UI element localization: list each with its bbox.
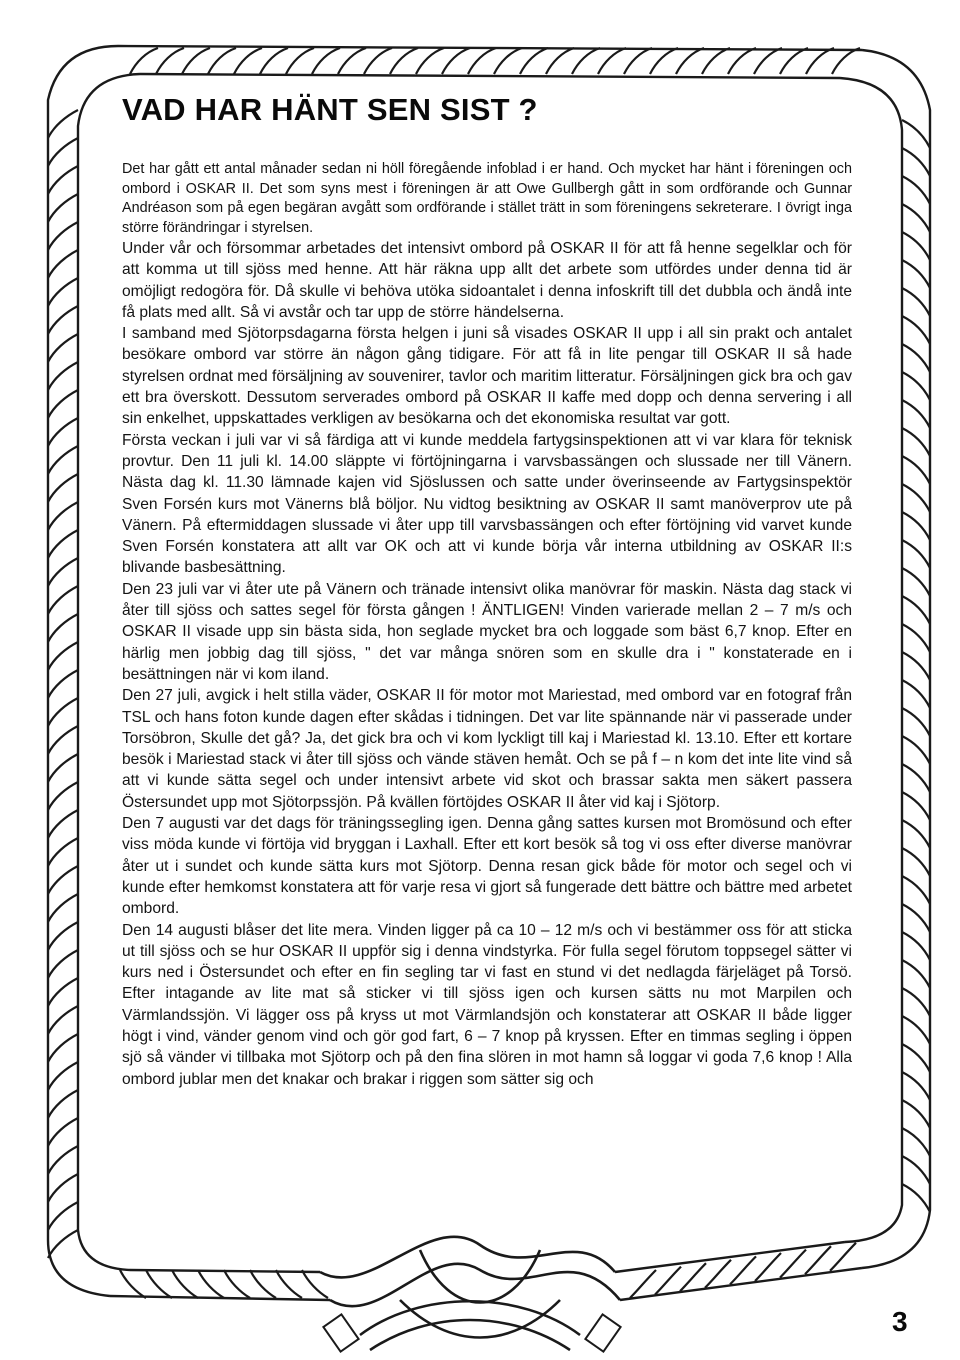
paragraph-2: Under vår och försommar arbetades det intensivt ombord på OSKAR II för att få henne segelklar och för att komma ut till sjöss med henne. Att här räkna upp allt det arbete som utfördes under denna tid är omöjligt redogöra för. Då skulle vi behöva utöka sidoantalet i denna infoskrift till det dubbla och ändå inte få plats med allt. Så vi avstår och tar upp de större händelserna. bbox=[122, 240, 852, 321]
paragraph-1: Det har gått ett antal månader sedan ni höll föregående infoblad i er hand. Och mycket har hänt i föreningen och ombord i OSKAR II. Det som syns mest i föreningen är att Owe Gullbergh gått in som ordförande och Gunnar Andréason som på egen begäran avgått som ordförande i stället trätt in som föreningens sekreterare. I övrigt inga större förändringar i styrelsen. bbox=[122, 161, 852, 236]
rope-knot-icon bbox=[320, 1237, 620, 1350]
paragraph-6: Den 27 juli, avgick i helt stilla väder, OSKAR II för motor mot Mariestad, med ombord var en fotograf från TSL och hans foton kunde dagen efter skådas i tidningen. Det var lite spännande när vi passerade under Torsöbron, Skulle det gå? Ja, det gick bra och vi kom lyckligt till kaj i Mariestad kl. 13.10. Efter ett kortare besök i Mariestad stack vi åter till sjöss och vände stäven hemåt. Och se på f – n kom det inte lite vind så att vi kunde sätta segel och under intensivt arbete vid skot och brassar sakta men säkert passera Östersundet upp mot Sjötorpssjön. På kvällen förtöjdes OSKAR II åter vid kaj i Sjötorp. bbox=[122, 687, 852, 811]
paragraph-3: I samband med Sjötorpsdagarna första helgen i juni så visades OSKAR II upp i all sin prakt och antalet besökare ombord var större än någon gång tidigare. För att få in lite pengar till OSKAR II så hade styrelsen ordnat med försäljning av souvenirer, tavlor och maritim litteratur. Försäljningen gick bra och gav ett bra överskott. Dessutom serverades ombord på OSKAR II kaffe med dopp och denna servering i all sin enkelhet, uppskattades verkligen av besökarna och det ekonomiska resultat var gott. bbox=[122, 325, 852, 428]
article-body bbox=[122, 160, 852, 1090]
paragraph-8: Den 14 augusti blåser det lite mera. Vinden ligger på ca 10 – 12 m/s och vi bestämmer oss för att sticka ut till sjöss och se hur OSKAR II uppför sig i denna vindstyrka. För fulla segel förutom toppsegel sätter vi kurs ned i Östersundet och efter en fin segling tar vi fast en stund vi det nedlagda färjeläget på Torsö. Efter intagande av lite mat så sticker vi till sjöss igen och kursen sätts nu mot Marpilen och Värmlandssjön. Vi lägger oss på kryss ut mot Värmlandsjön och konstaterar att OSKAR II både ligger högt i vind, vänder genom vind och gör god fart, 6 – 7 knop på kryssen. Efter en timmas segling i öppen sjö så vänder vi tillbaka mot Sjötorp och på den fina slören in mot hamn så loggar vi goda 7,6 knop ! Alla ombord jublar men det knakar och brakar i riggen som sätter sig och bbox=[122, 921, 852, 1088]
paragraph-7: Den 7 augusti var det dags för träningssegling igen. Denna gång sattes kursen mot Bromösund och efter viss möda kunde vi förtöja vid bryggan i Laxhall. Efter ett kort besök så tog vi oss efter diverse manövrar åter ut i sundet och kunde sätta kurs mot Sjötorp. Denna resan gick både för motor och segel och vi kunde efter hemkomst konstatera att för varje resa vi gjort så fungerade dett bättre och bättre med arbetet ombord. bbox=[122, 815, 852, 918]
article bbox=[122, 90, 852, 1090]
paragraph-4: Första veckan i juli var vi så färdiga att vi kunde meddela fartygsinspektionen att vi var klara för teknisk provtur. Den 11 juli kl. 14.00 släppte vi förtöjningarna i varvsbassängen och slussade ner till Vänern. Nästa dag kl. 11.30 lämnade kajen vid Sjöslussen och satte under överinseende av Fartygsinspektör Sven Forsén kurs mot Vänerns blå böljor. Nu vidtog besiktning av OSKAR II samt manöverprov ute på Vänern. På eftermiddagen slussade vi åter upp till varvsbassängen och efter förtöjning vid varvet kunde Sven Forsén konstatera att allt var OK och att vi kunde börja vår interna utbildning av OSKAR II:s blivande basbesättning. bbox=[122, 431, 852, 577]
paragraph-5: Den 23 juli var vi åter ute på Vänern och tränade intensivt olika manövrar för maskin. Nästa dag stack vi åter till sjöss och sattes segel för första gången ! ÄNTLIGEN! Vinden varierade mellan 2 – 7 m/s och OSKAR II visade upp sin bästa sida, hon seglade mycket bra och loggade som bäst 6,7 knop. Efter en härlig men jobbig dag till sjöss, " det var många snören som en skulle dra i " konstaterade en i besättningen när vi kom iland. bbox=[122, 580, 852, 683]
page-number: 3 bbox=[892, 1306, 908, 1337]
page-title: VAD HAR HÄNT SEN SIST ? bbox=[122, 92, 538, 127]
